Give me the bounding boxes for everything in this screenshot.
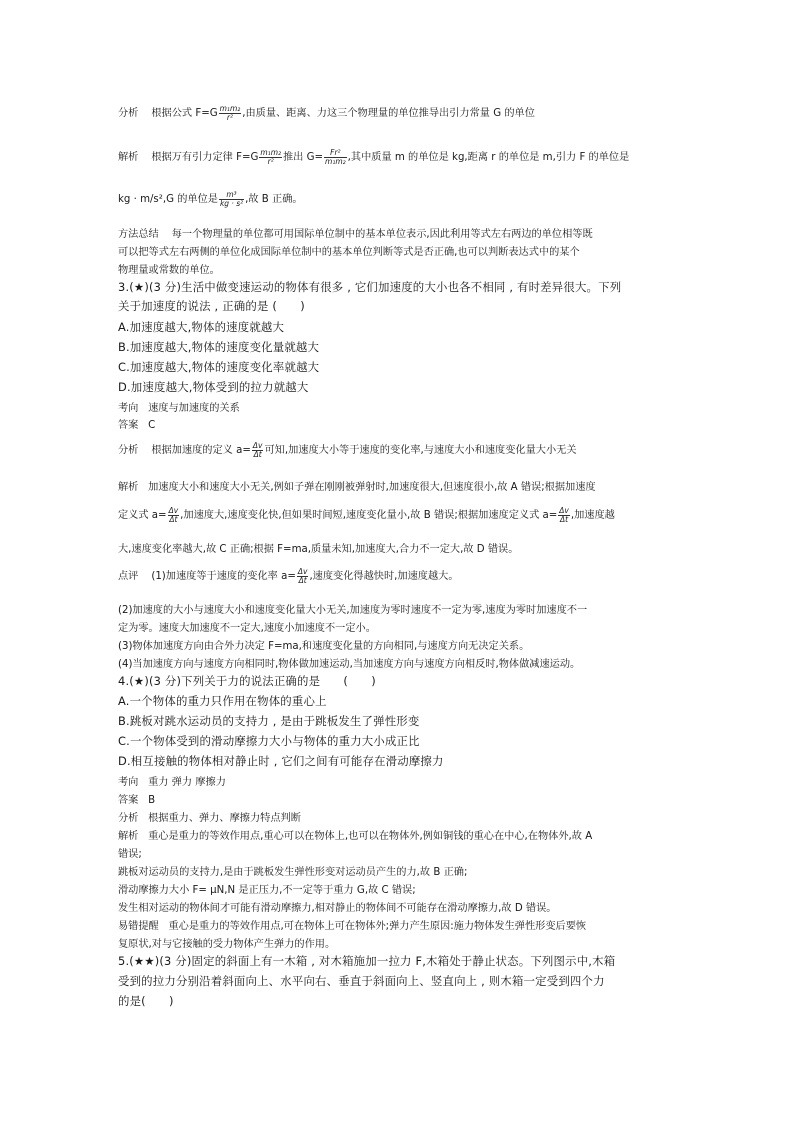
answer-label: 答案	[118, 420, 139, 431]
comment-point: 定为零。速度大加速度不一定大,速度小加速度不一定小。	[118, 623, 376, 634]
topic-label: 考向	[118, 403, 139, 414]
question-3-stem: 3.(★)(3 分)生活中做变速运动的物体有很多 , 它们加速度的大小也各不相同 , 有时差异很大。下列	[118, 280, 622, 294]
option-c: C.一个物体受到的滑动摩擦力大小与物体的重力大小成正比	[118, 734, 420, 748]
q2-analysis-line: 分析 根据公式 F=G $\frac{\text{m₁m₂}}{\text{r²}}$ ,由质量、距离、力这三个物理量的单位推导出引力常量 G 的单位	[118, 103, 535, 122]
option-d: D.相互接触的物体相对静止时 , 它们之间有可能存在滑动摩擦力	[118, 754, 444, 768]
question-3-stem: 关于加速度的说法 , 正确的是 ( )	[118, 299, 305, 313]
question-4-stem: 4.(★)(3 分)下列关于力的说法正确的是 ( )	[118, 674, 376, 688]
q2-solution-line-2: kg · m/s²,G 的单位是 $\frac{\text{m³}}{\text{kg · s²}}$ ,故 B 正确。	[118, 189, 303, 208]
topic-line: 考向 速度与加速度的关系	[118, 403, 240, 414]
question-5-stem: 受到的拉力分别沿着斜面向上、水平向右、垂直于斜面向上、竖直向上 , 则木箱一定受到四个力	[118, 974, 605, 988]
solution-label: 解析	[118, 482, 139, 493]
analysis-line: 分析 根据加速度的定义 a= $\frac{\Delta v}{\Delta t}$ 可知,加速度大小等于速度的变化率,与速度大小和速度变化量大小无关	[118, 440, 577, 459]
error-tip-line: 复原状,对与它接触的受力物体产生弹力的作用。	[118, 939, 336, 950]
comment-point: (2)加速度的大小与速度大小和速度变化量大小无关,加速度为零时速度不一定为零,速度为零时加速度不一	[118, 605, 588, 616]
analysis-label: 分析	[118, 108, 139, 119]
gravity-fraction: $\frac{\text{m₁m₂}}{\text{r²}}$	[260, 147, 281, 166]
solution-label: 解析	[118, 831, 139, 842]
answer-line: 答案 C	[118, 420, 156, 431]
error-tip-line: 易错提醒 重心是重力的等效作用点,可在物体上可在物体外;弹力产生原因:施力物体发生弹性形变后要恢	[118, 921, 587, 932]
comment-point: (4)当加速度方向与速度方向相同时,物体做加速运动,当加速度方向与速度方向相反时,物体做减速运动。	[118, 659, 581, 670]
method-summary-line: 可以把等式左右两侧的单位化成国际单位制中的基本单位判断等式是否正确,也可以判断表达式中的某个	[118, 247, 580, 258]
analysis-label: 分析	[118, 445, 139, 456]
error-tip-label: 易错提醒	[118, 921, 159, 932]
option-b: B.跳板对跳水运动员的支持力 , 是由于跳板发生了弹性形变	[118, 714, 420, 728]
method-summary-line: 物理量或常数的单位。	[118, 265, 220, 276]
topic-label: 考向	[118, 777, 139, 788]
option-b: B.加速度越大,物体的速度变化量就越大	[118, 340, 320, 354]
unit-fraction: $\frac{\text{m³}}{\text{kg · s²}}$	[219, 189, 244, 208]
comment-label: 点评	[118, 571, 139, 582]
option-a: A.加速度越大,物体的速度就越大	[118, 320, 285, 334]
accel-fraction: $\frac{\Delta v}{\Delta t}$	[252, 440, 263, 459]
answer-line: 答案 B	[118, 795, 156, 806]
q2-solution-line: 解析 根据万有引力定律 F=G $\frac{\text{m₁m₂}}{\text{r²}}$ 推出 G= $\frac{\text{Fr²}}{\text{m₁m₂}}$ ,其中质量 m 的单位是 kg,距离 r 的单位是 m,引力 F 的单位是	[118, 147, 630, 166]
method-summary-line: 方法总结 每一个物理量的单位都可用国际单位制中的基本单位表示,因此利用等式左右两边的单位相等既	[118, 229, 593, 240]
accel-fraction: $\frac{\Delta v}{\Delta t}$	[168, 505, 179, 524]
option-a: A.一个物体的重力只作用在物体的重心上	[118, 694, 327, 708]
solution-line: 解析 重心是重力的等效作用点,重心可以在物体上,也可以在物体外,例如铜钱的重心在中心,在物体外,故 A	[118, 831, 593, 842]
option-c: C.加速度越大,物体的速度变化率就越大	[118, 360, 320, 374]
answer-label: 答案	[118, 795, 139, 806]
question-5-stem: 的是( )	[118, 994, 174, 1008]
accel-fraction: $\frac{\Delta v}{\Delta t}$	[297, 566, 308, 585]
solution-line: 发生相对运动的物体间才可能有滑动摩擦力,相对静止的物体间不可能存在滑动摩擦力,故 D 错误。	[118, 903, 557, 914]
accel-fraction: $\frac{\Delta v}{\Delta t}$	[559, 505, 569, 524]
solution-label: 解析	[118, 152, 139, 163]
gravity-fraction: $\frac{\text{m₁m₂}}{\text{r²}}$	[219, 103, 241, 122]
comment-point: (3)物体加速度方向由合外力决定 F=ma,和速度变化量的方向相同,与速度方向无决定关系。	[118, 641, 530, 652]
solution-line: 错误;	[118, 849, 142, 860]
analysis-label: 分析	[118, 813, 139, 824]
question-5-stem: 5.(★★)(3 分)固定的斜面上有一木箱 , 对木箱施加一拉力 F,木箱处于静止状态。下列图示中,木箱	[118, 954, 616, 968]
solution-line: 定义式 a= $\frac{\Delta v}{\Delta t}$ ,加速度大,速度变化快,但如果时间短,速度变化量小,故 B 错误;根据加速度定义式 a= $\frac{\Delta v}{\Delta t}$ ,加速度越	[118, 505, 615, 524]
g-fraction: $\frac{\text{Fr²}}{\text{m₁m₂}}$	[325, 147, 346, 166]
option-d: D.加速度越大,物体受到的拉力就越大	[118, 380, 309, 394]
solution-line: 解析 加速度大小和速度大小无关,例如子弹在刚刚被弹射时,加速度很大,但速度很小,故 A 错误;根据加速度	[118, 482, 596, 493]
method-summary-label: 方法总结	[118, 229, 159, 240]
solution-line: 滑动摩擦力大小 F= μN,N 是正压力,不一定等于重力 G,故 C 错误;	[118, 885, 416, 896]
topic-line: 考向 重力 弹力 摩擦力	[118, 777, 226, 788]
analysis-line: 分析 根据重力、弹力、摩擦力特点判断	[118, 813, 301, 824]
comment-line: 点评 (1)加速度等于速度的变化率 a= $\frac{\Delta v}{\Delta t}$ ,速度变化得越快时,加速度越大。	[118, 566, 459, 585]
solution-line: 跳板对运动员的支持力,是由于跳板发生弹性形变对运动员产生的力,故 B 正确;	[118, 867, 468, 878]
solution-line: 大,速度变化率越大,故 C 正确;根据 F=ma,质量未知,加速度大,合力不一定大,故 D 错误。	[118, 544, 519, 555]
